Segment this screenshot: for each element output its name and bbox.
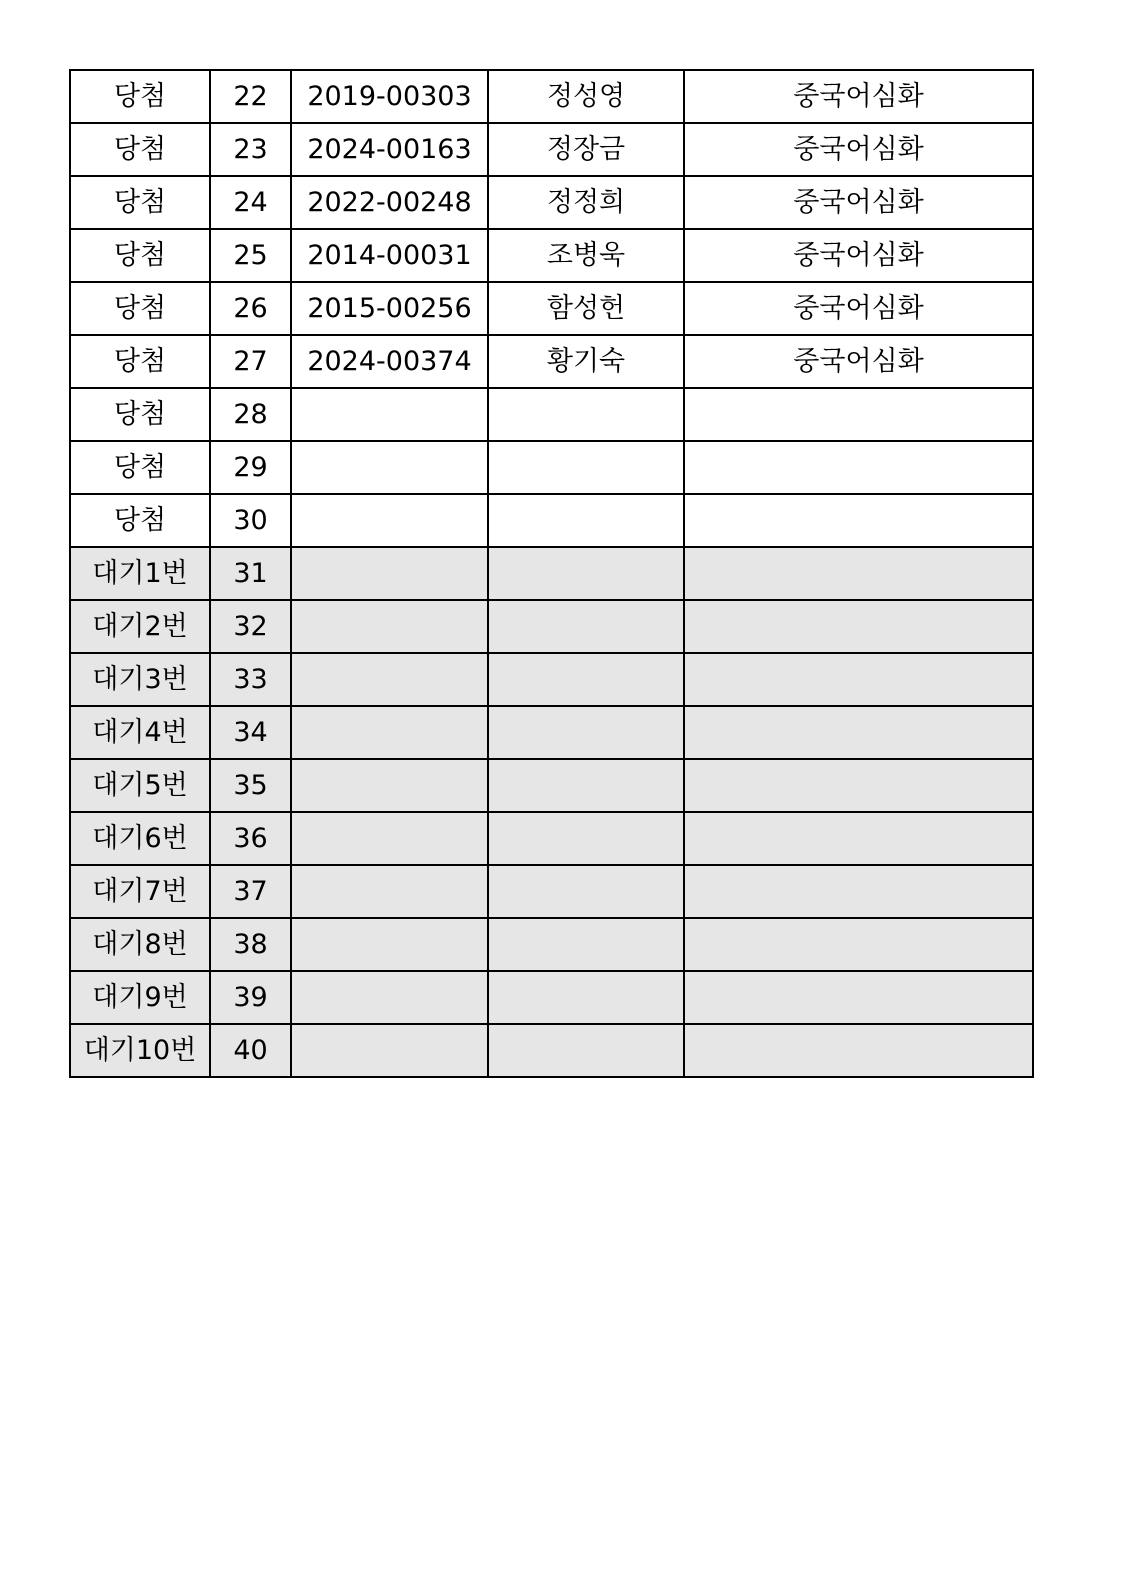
name-cell: 정정희 [488,176,684,229]
status-cell: 대기10번 [70,1024,210,1077]
member-id-cell: 2024-00163 [291,123,488,176]
member-id-cell [291,600,488,653]
name-cell: 황기숙 [488,335,684,388]
status-cell: 대기1번 [70,547,210,600]
table-body [70,70,1033,1077]
number-cell: 29 [210,441,291,494]
table-row [70,706,1033,759]
table-row [70,335,1033,388]
member-id-cell [291,1024,488,1077]
number-cell: 23 [210,123,291,176]
status-cell: 대기7번 [70,865,210,918]
table-row [70,123,1033,176]
status-cell: 대기5번 [70,759,210,812]
number-cell: 27 [210,335,291,388]
name-cell [488,865,684,918]
name-cell [488,759,684,812]
number-cell: 26 [210,282,291,335]
course-cell [684,812,1033,865]
member-id-cell [291,388,488,441]
number-cell: 35 [210,759,291,812]
course-cell: 중국어심화 [684,282,1033,335]
table-row [70,388,1033,441]
course-cell [684,918,1033,971]
number-cell: 30 [210,494,291,547]
member-id-cell [291,759,488,812]
status-cell: 대기6번 [70,812,210,865]
course-cell [684,547,1033,600]
number-cell: 36 [210,812,291,865]
number-cell: 40 [210,1024,291,1077]
member-id-cell [291,971,488,1024]
number-cell: 24 [210,176,291,229]
table-row [70,759,1033,812]
course-cell [684,865,1033,918]
number-cell: 22 [210,70,291,123]
member-id-cell [291,706,488,759]
name-cell [488,1024,684,1077]
member-id-cell [291,547,488,600]
table-row [70,918,1033,971]
number-cell: 33 [210,653,291,706]
table-row [70,547,1033,600]
name-cell [488,441,684,494]
table-row [70,600,1033,653]
status-cell: 당첨 [70,123,210,176]
status-cell: 대기8번 [70,918,210,971]
status-cell: 당첨 [70,282,210,335]
name-cell [488,706,684,759]
number-cell: 32 [210,600,291,653]
member-id-cell: 2019-00303 [291,70,488,123]
name-cell [488,812,684,865]
course-cell [684,494,1033,547]
name-cell: 정장금 [488,123,684,176]
lottery-result-table [69,69,1034,1078]
table-row [70,494,1033,547]
name-cell: 함성헌 [488,282,684,335]
status-cell: 당첨 [70,176,210,229]
course-cell: 중국어심화 [684,70,1033,123]
table-row [70,1024,1033,1077]
name-cell [488,547,684,600]
name-cell [488,971,684,1024]
table-row [70,441,1033,494]
number-cell: 31 [210,547,291,600]
member-id-cell [291,441,488,494]
member-id-cell [291,653,488,706]
number-cell: 25 [210,229,291,282]
course-cell: 중국어심화 [684,335,1033,388]
course-cell [684,653,1033,706]
status-cell: 대기3번 [70,653,210,706]
status-cell: 당첨 [70,229,210,282]
number-cell: 37 [210,865,291,918]
table-row [70,812,1033,865]
name-cell [488,600,684,653]
status-cell: 당첨 [70,388,210,441]
status-cell: 당첨 [70,441,210,494]
course-cell [684,1024,1033,1077]
status-cell: 대기2번 [70,600,210,653]
course-cell: 중국어심화 [684,229,1033,282]
course-cell [684,600,1033,653]
status-cell: 대기9번 [70,971,210,1024]
name-cell [488,388,684,441]
table-row [70,176,1033,229]
name-cell [488,918,684,971]
number-cell: 34 [210,706,291,759]
course-cell: 중국어심화 [684,176,1033,229]
table-row [70,229,1033,282]
status-cell: 당첨 [70,335,210,388]
member-id-cell [291,865,488,918]
number-cell: 28 [210,388,291,441]
course-cell [684,971,1033,1024]
number-cell: 38 [210,918,291,971]
member-id-cell: 2022-00248 [291,176,488,229]
table-row [70,865,1033,918]
status-cell: 당첨 [70,494,210,547]
course-cell [684,388,1033,441]
member-id-cell: 2014-00031 [291,229,488,282]
course-cell [684,441,1033,494]
name-cell [488,653,684,706]
number-cell: 39 [210,971,291,1024]
name-cell: 정성영 [488,70,684,123]
member-id-cell: 2024-00374 [291,335,488,388]
course-cell [684,759,1033,812]
member-id-cell: 2015-00256 [291,282,488,335]
member-id-cell [291,812,488,865]
name-cell [488,494,684,547]
table-row [70,70,1033,123]
member-id-cell [291,494,488,547]
table-row [70,971,1033,1024]
status-cell: 대기4번 [70,706,210,759]
status-cell: 당첨 [70,70,210,123]
member-id-cell [291,918,488,971]
course-cell [684,706,1033,759]
table-row [70,653,1033,706]
course-cell: 중국어심화 [684,123,1033,176]
table-row [70,282,1033,335]
name-cell: 조병욱 [488,229,684,282]
